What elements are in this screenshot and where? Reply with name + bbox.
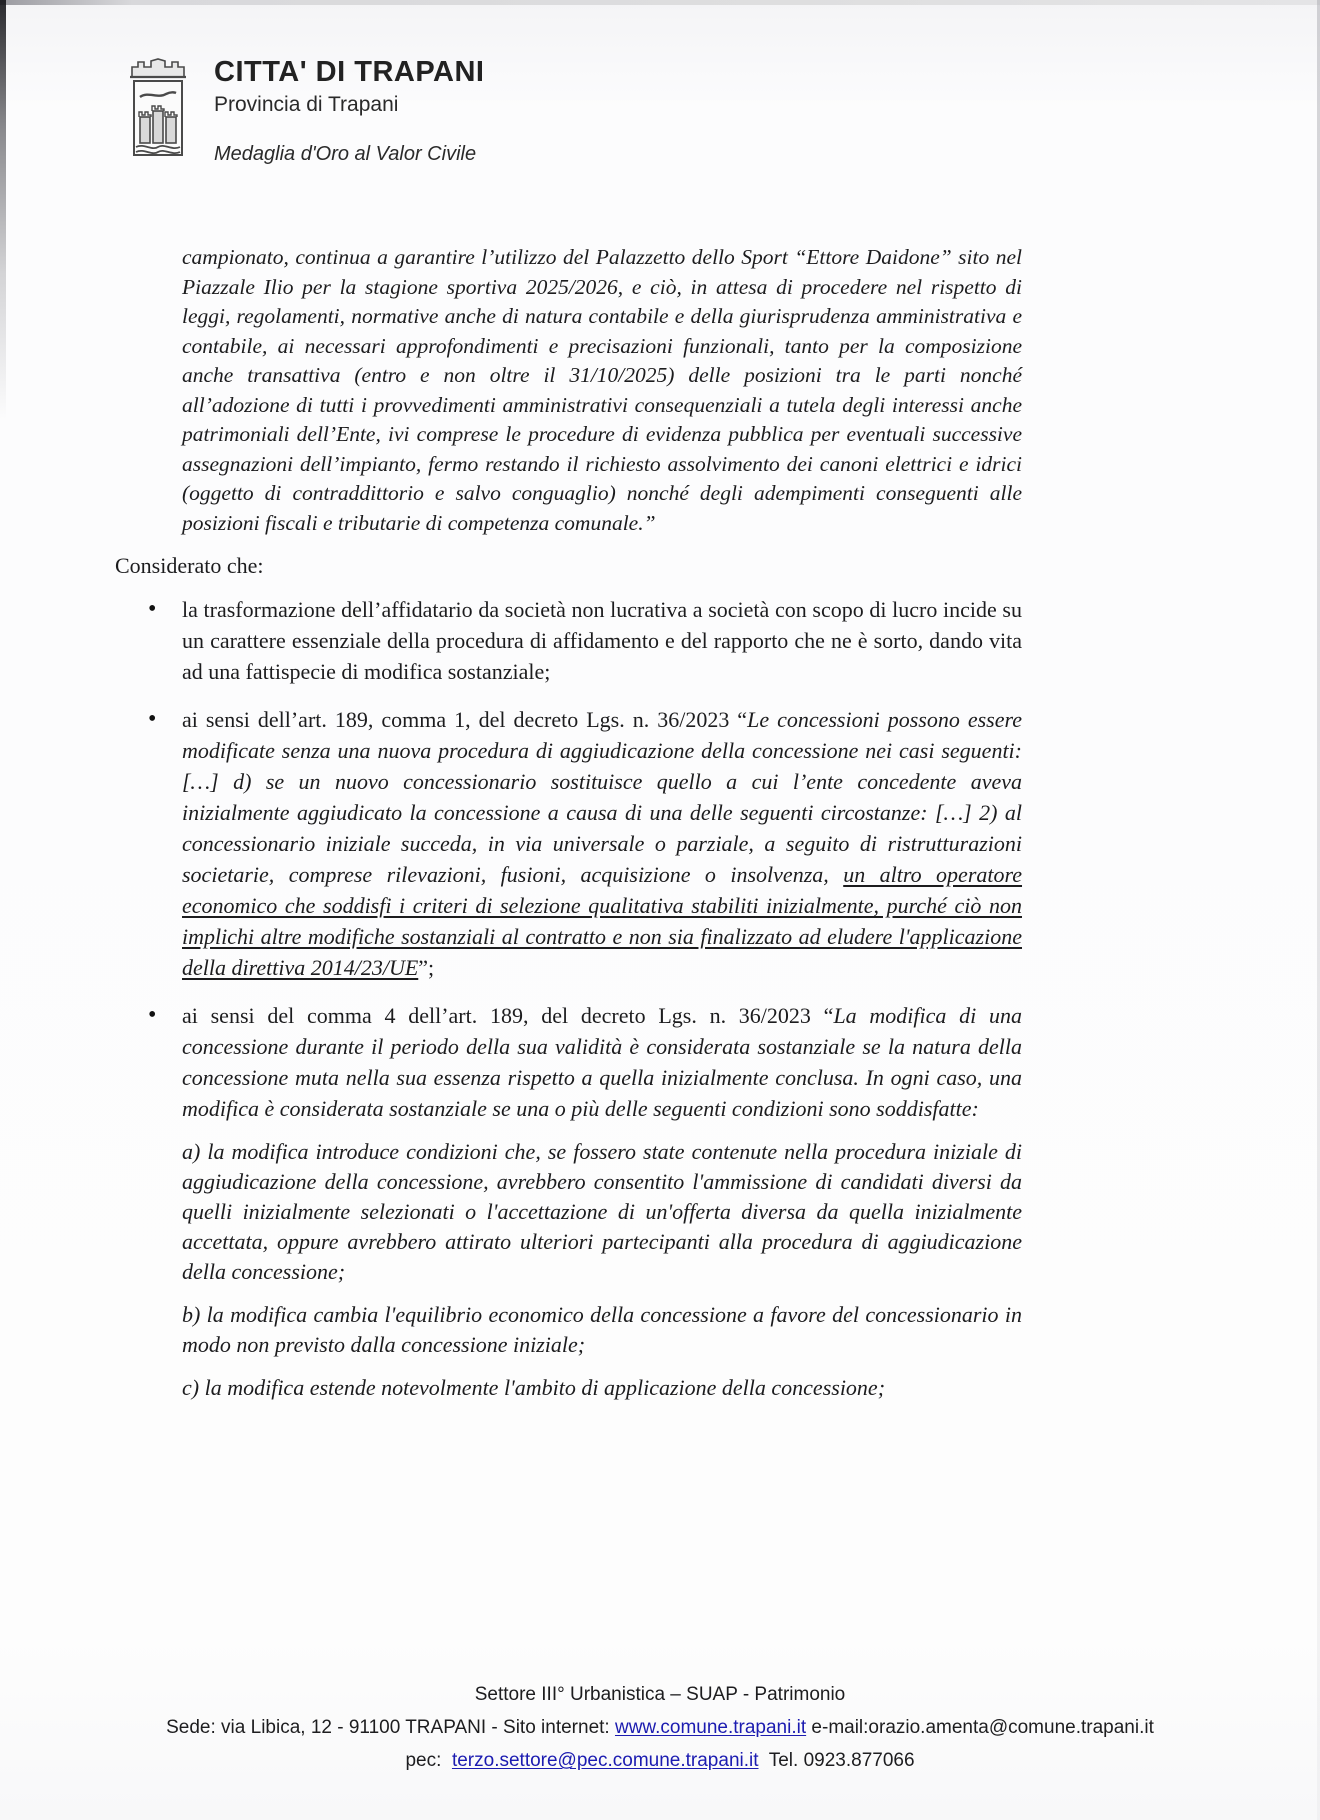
org-name: CITTA' DI TRAPANI (214, 56, 485, 88)
list-item-text (182, 1000, 1022, 1124)
footer-address-text: Sede: via Libica, 12 - 91100 TRAPANI - Sito internet: (166, 1717, 615, 1738)
text-run: la trasformazione dell’affidatario da società non lucrativa a società con scopo di lucro incide su un carattere essenziale della procedura di affidamento e del rapporto che ne è sorto, dando vita ad una fattispecie di modifica sostanziale; (182, 597, 1022, 684)
trapani-coat-of-arms-icon (118, 55, 198, 165)
footer (0, 1674, 1320, 1773)
text-run: ai sensi del comma 4 dell’art. 189, del decreto Lgs. n. 36/2023 “ (182, 1003, 834, 1028)
list-item (182, 704, 1022, 983)
org-subtitle: Provincia di Trapani (214, 92, 399, 116)
text-run: La modifica di una concessione durante il periodo della sua validità è considerata sostanziale se la natura della concessione muta nella sua essenza rispetto a quella inizialmente conclusa. In ogni caso, una modifica è considerata sostanziale se una o più delle seguenti condizioni sono soddisfatte: (182, 1003, 1023, 1121)
text-run: ai sensi dell’art. 189, comma 1, del decreto Lgs. n. 36/2023 “ (182, 707, 748, 732)
text-run: un altro operatore economico che soddisfi i criteri di selezione qualitativa stabiliti inizialmente, purché ciò non implichi altre modifiche sostanziali al contratto e non sia finalizzato ad eludere l'applicazione della direttiva 2014/23/UE (182, 862, 1023, 980)
subparagraph: b) la modifica cambia l'equilibrio economico della concessione a favore del concessionario in modo non previsto dalla concessione iniziale; (182, 1302, 1022, 1357)
subparagraph: a) la modifica introduce condizioni che, se fossero state contenute nella procedura iniziale di aggiudicazione della concessione, avrebbero consentito l'ammissione di candidati diversi da quelli inizialmente selezionati o l'accettazione di un'offerta diversa da quella inizialmente accettata, oppure avrebbero attirato ulteriori partecipanti alla procedura di aggiudicazione della concessione; (182, 1139, 1022, 1284)
list-item (182, 594, 1022, 687)
pec-label: pec: (405, 1750, 452, 1771)
text-run: ”; (418, 955, 435, 980)
footer-email-text: e-mail:orazio.amenta@comune.trapani.it (806, 1717, 1154, 1738)
footer-department: Settore III° Urbanistica – SUAP - Patrimonio (474, 1684, 846, 1705)
pec-link[interactable]: terzo.settore@pec.comune.trapani.it (451, 1750, 759, 1771)
subparagraph: c) la modifica estende notevolmente l'ambito di applicazione della concessione; (182, 1375, 886, 1400)
text-run: Le concessioni possono essere modificate senza una nuova procedura di aggiudicazione della concessione nei casi seguenti: […] d) se un nuovo concessionario sostituisce quello a cui l’ente concedente aveva inizialmente aggiudicato la concessione a causa di una delle seguenti circostanze: […] 2) al concessionario iniziale succeda, in via universale o parziale, a seguito di ristrutturazioni societarie, comprese rilevazioni, fusioni, acquisizione o insolvenza, (182, 707, 1022, 887)
footer-pec-line (0, 1749, 1320, 1773)
list-item-text (182, 594, 1022, 687)
quoted-deliberation-paragraph: campionato, continua a garantire l’utilizzo del Palazzetto dello Sport “Ettore Daidone” sito nel Piazzale Ilio per la stagione sportiva 2025/2026, e ciò, in attesa di procedere nel rispetto di leggi, regolamenti, normative anche di natura contabile e della giurisprudenza amministrativa e contabile, ai necessari approfondimenti e precisazioni funzionali, tanto per la composizione anche transattiva (entro e non oltre il 31/10/2025) delle posizioni tra le parti nonché all’adozione di tutti i provvedimenti amministrativi consequenziali a tutela degli interessi anche patrimoniali dell’Ente, ivi comprese le procedure di evidenza pubblica per eventuali successive assegnazioni dell’impianto, fermo restando il richiesto assolvimento dei canoni elettrici e idrici (oggetto di contraddittorio e salvo conguaglio) nonché degli adempimenti conseguenti alle posizioni fiscali e tributarie di competenza comunale.” (182, 245, 1022, 535)
list-item-text (182, 704, 1022, 983)
considerations-list (115, 594, 1023, 1403)
scan-edge-top (0, 0, 1320, 5)
document-body (115, 243, 1023, 1420)
website-link[interactable]: www.comune.trapani.it (614, 1717, 807, 1738)
scan-edge-left (0, 0, 6, 420)
footer-address-line (0, 1716, 1320, 1740)
letterhead (118, 55, 484, 166)
org-motto: Medaglia d'Oro al Valor Civile (214, 142, 477, 165)
list-item (182, 1000, 1022, 1403)
considerato-label: Considerato che: (115, 553, 264, 578)
footer-phone-text: Tel. 0923.877066 (758, 1750, 915, 1771)
